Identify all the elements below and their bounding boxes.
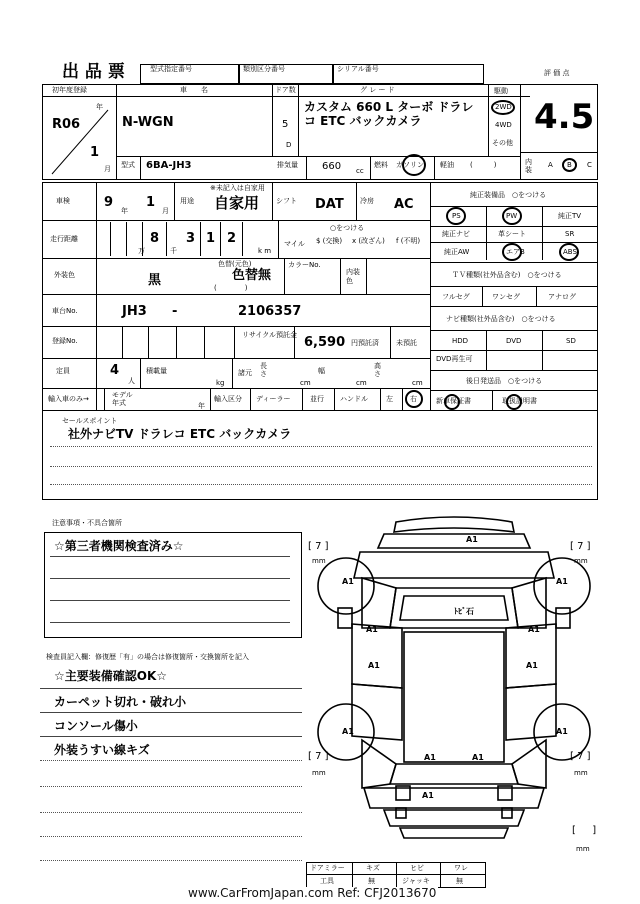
mileage-label: 走行距離 [50, 235, 78, 243]
handle-label: ハンドル [340, 395, 368, 403]
sales-label: セールスポイント [62, 417, 118, 425]
tv-title: ＴＶ種類(社外品含む) ○をつける [452, 271, 562, 279]
private-note: ※未記入は自家用 [210, 184, 265, 192]
repaint-label: 色替(元色) [218, 260, 252, 268]
tv-fullseg: フルセグ [442, 293, 470, 301]
category-label: 類別区分番号 [243, 65, 285, 73]
import-dealer: ディーラー [256, 395, 291, 403]
drive-4wd: 4WD [495, 121, 512, 129]
model-value: 6BA-JH3 [146, 160, 192, 171]
meter-exchange: $ (交換) [316, 237, 343, 245]
reg-no-label: 登録No. [52, 337, 78, 345]
repaint-paren: ( ) [214, 284, 248, 292]
legend-tools-value: 無 [368, 877, 375, 885]
mark-right-rear-door: A1 [526, 661, 538, 670]
equip-sr: SR [565, 230, 575, 238]
note-line-1: ☆主要装備確認OK☆ [54, 669, 168, 683]
import-type-label: 輸入区分 [214, 395, 242, 403]
fuel-gasoline: ガソリン [396, 161, 424, 169]
legend-crack: ヒビ [410, 864, 424, 872]
fuel-diesel: 軽油 [440, 161, 454, 169]
legend-tools: 工具 [320, 877, 334, 885]
displacement-label: 排気量 [277, 161, 298, 169]
tread-front-right-unit: mm [574, 557, 588, 565]
navi-dvd: DVD [506, 337, 522, 345]
equip-pw-circle [502, 207, 522, 225]
mileage-digit-4: 2 [227, 231, 237, 246]
recycle-paid: 円預託済 [351, 339, 379, 347]
model-label: 型式 [121, 161, 135, 169]
drive-2wd-circle [491, 100, 515, 115]
import-label: 輸入車のみ→ [48, 395, 89, 403]
equip-abs-circle [559, 243, 579, 261]
mark-rear-right: A1 [472, 753, 484, 762]
model-cert-label: 型式指定番号 [150, 65, 192, 73]
doors-label: ドア数 [275, 86, 296, 94]
capacity-value: 4 [110, 363, 120, 378]
import-parallel: 並行 [310, 395, 324, 403]
interior-b-circle [562, 158, 577, 172]
ac-value: AC [394, 197, 414, 212]
legend-break: ワレ [454, 864, 468, 872]
tread-rear-left: [ 7 ] [308, 751, 329, 762]
tread-rear-right: [ 7 ] [570, 751, 591, 762]
mark-left-rear-door: A1 [368, 661, 380, 670]
equip-tv: 純正TV [558, 212, 582, 220]
sen-unit: 千 [170, 247, 177, 255]
height-unit: cm [412, 379, 423, 387]
length-unit: cm [300, 379, 311, 387]
interior-label: 内装 [525, 158, 532, 174]
tread-spare-unit: mm [576, 845, 590, 853]
mileage-digit-2: 3 [186, 231, 196, 246]
tread-front-left-unit: mm [312, 557, 326, 565]
tread-rear-left-unit: mm [312, 769, 326, 777]
displacement-unit: cc [356, 167, 364, 175]
handle-left: 左 [386, 395, 393, 403]
first-reg-label: 初年度登録 [52, 86, 87, 94]
handle-right: 右 [410, 395, 417, 403]
watermark-text: www.CarFromJapan.com Ref: CFJ2013670 [188, 886, 437, 900]
mark-right-front-door: A1 [528, 625, 540, 634]
equip-pw: PW [506, 212, 518, 220]
interior-a: A [548, 161, 553, 169]
tread-front-left: [ 7 ] [308, 541, 329, 552]
shaken-label: 車検 [56, 197, 70, 205]
recycle-amount: 6,590 [304, 335, 346, 350]
height-label: 高さ [374, 362, 381, 378]
inspector-label: 検査員記入欄：修復歴「有」の場合は修復箇所・交換箇所を記入 [46, 653, 249, 661]
later-manual: 取扱説明書 [502, 397, 537, 405]
tv-analog: アナログ [548, 293, 576, 301]
tv-oneseg: ワンセグ [492, 293, 520, 301]
mile-label: マイル [284, 240, 305, 248]
note-line-4: 外装うすい線キズ [54, 743, 150, 757]
shift-value: DAT [315, 197, 344, 212]
dvd-label: DVD再生可 [436, 355, 473, 363]
sheet-title: 出 品 票 [62, 62, 125, 82]
shift-label: シフト [276, 197, 297, 205]
chassis-dash: - [172, 304, 178, 319]
color-no-label: カラーNo. [288, 261, 321, 269]
equip-title: 純正装備品 ○をつける [470, 191, 547, 199]
equip-navi: 純正ナビ [442, 230, 470, 238]
month-unit: 月 [104, 165, 111, 173]
caution-text: ☆第三者機関検査済み☆ [54, 539, 184, 553]
usage-label: 用途 [180, 197, 194, 205]
fuel-paren: ( ) [470, 161, 497, 169]
capacity-unit: 人 [128, 377, 135, 385]
repaint-value: 色替無 [232, 268, 272, 283]
car-name: N-WGN [122, 115, 174, 130]
mark-left-front-door: A1 [366, 625, 378, 634]
car-name-label: 車 名 [180, 86, 208, 94]
mark-left-front-wheel: A1 [342, 577, 354, 586]
kg-unit: kg [216, 379, 225, 387]
equip-ps: PS [452, 212, 461, 220]
usage-value: 自家用 [214, 194, 260, 212]
later-title: 後日発送品 ○をつける [466, 377, 543, 385]
shaken-month: 1 [146, 195, 156, 210]
caution-label: 注意事項・不具合箇所 [52, 519, 122, 527]
model-year-label: モデル年式 [112, 391, 133, 407]
load-label: 積載量 [146, 367, 167, 375]
mark-rear-left: A1 [424, 753, 436, 762]
legend-jack-value: 無 [456, 877, 463, 885]
tread-front-right: [ 7 ] [570, 541, 591, 552]
equip-ps-circle [446, 207, 466, 225]
drive-2wd: 2WD [495, 103, 512, 111]
first-reg-era: R06 [52, 117, 81, 132]
fuel-gasoline-circle [402, 154, 426, 176]
legend-mirror: ドアミラー [310, 864, 345, 872]
doors-value: 5 [282, 119, 289, 130]
length-label: 長さ [260, 362, 267, 378]
chassis-number: 2106357 [238, 304, 302, 319]
mileage-digit-3: 1 [206, 231, 216, 246]
later-warranty: 新車保証書 [436, 397, 471, 405]
legend-jack: ジャッキ [402, 877, 430, 885]
interior-b: B [567, 161, 572, 169]
mark-bottom: A1 [422, 791, 434, 800]
tread-spare: [ ] [572, 825, 597, 836]
model-year-unit: 年 [198, 402, 205, 410]
navi-hdd: HDD [452, 337, 469, 345]
note-line-2: カーペット切れ・破れ小 [54, 695, 187, 709]
mark-right-rear-wheel: A1 [556, 727, 568, 736]
legend-scratch: キズ [366, 864, 380, 872]
tread-rear-right-unit: mm [574, 769, 588, 777]
mark-left-rear-wheel: A1 [342, 727, 354, 736]
fuel-label: 燃料 [374, 161, 388, 169]
chassis-label: 車台No. [52, 307, 78, 315]
mark-windshield: ﾄﾋﾞ石 [454, 607, 474, 616]
interior-c: C [587, 161, 592, 169]
meter-tampered: x (改ざん) [352, 237, 385, 245]
handle-right-circle [405, 390, 423, 408]
meter-unknown: f (不明) [396, 237, 421, 245]
circle-note: ○をつける [330, 224, 365, 232]
ac-label: 冷房 [360, 197, 374, 205]
interior-color-label: 内装色 [346, 268, 360, 285]
first-reg-month: 1 [90, 145, 100, 160]
navi-title: ナビ種類(社外品含む) ○をつける [446, 315, 556, 323]
displacement-value: 660 [322, 161, 342, 172]
mileage-digit-1: 8 [150, 231, 160, 246]
recycle-label: リサイクル預託金 [242, 331, 298, 339]
car-damage-diagram [304, 508, 604, 864]
eval-label: 評 価 点 [544, 69, 570, 77]
chassis-prefix: JH3 [122, 304, 147, 319]
grade-value: カスタム 660 L ターボ ドラレコ ETC バックカメラ [304, 100, 474, 128]
later-warranty-circle [444, 394, 460, 410]
sales-text: 社外ナビTV ドラレコ ETC バックカメラ [68, 427, 292, 441]
man-unit: 万 [138, 247, 145, 255]
serial-label: シリアル番号 [337, 65, 379, 73]
door-suffix: D [286, 141, 292, 149]
width-label: 幅 [318, 367, 325, 375]
grade-label: グ レ ー ド [360, 86, 395, 94]
equip-abs: ABS [563, 248, 577, 256]
equip-airbag-circle [502, 243, 522, 261]
drive-other: その他 [492, 139, 513, 147]
shaken-year-unit: 年 [121, 207, 128, 215]
color-value: 黒 [148, 273, 162, 288]
mark-top: A1 [466, 535, 478, 544]
drive-label: 駆動 [494, 87, 508, 95]
shaken-month-unit: 月 [162, 207, 169, 215]
equip-airbag: エアB [506, 248, 525, 256]
score: 4.5 [534, 97, 595, 137]
equip-aw: 純正AW [444, 248, 470, 256]
note-line-3: コンソール傷小 [54, 719, 138, 733]
shaken-year: 9 [104, 195, 114, 210]
year-unit: 年 [96, 103, 103, 111]
later-manual-circle [506, 394, 522, 410]
km-unit: k m [258, 247, 272, 255]
color-label: 外装色 [54, 271, 75, 279]
mark-right-front-wheel: A1 [556, 577, 568, 586]
recycle-unpaid: 未預託 [396, 339, 417, 347]
navi-sd: SD [566, 337, 576, 345]
capacity-label: 定員 [56, 367, 70, 375]
equip-leather: 革シート [498, 230, 526, 238]
width-unit: cm [356, 379, 367, 387]
dims-label: 諸元 [238, 369, 252, 377]
